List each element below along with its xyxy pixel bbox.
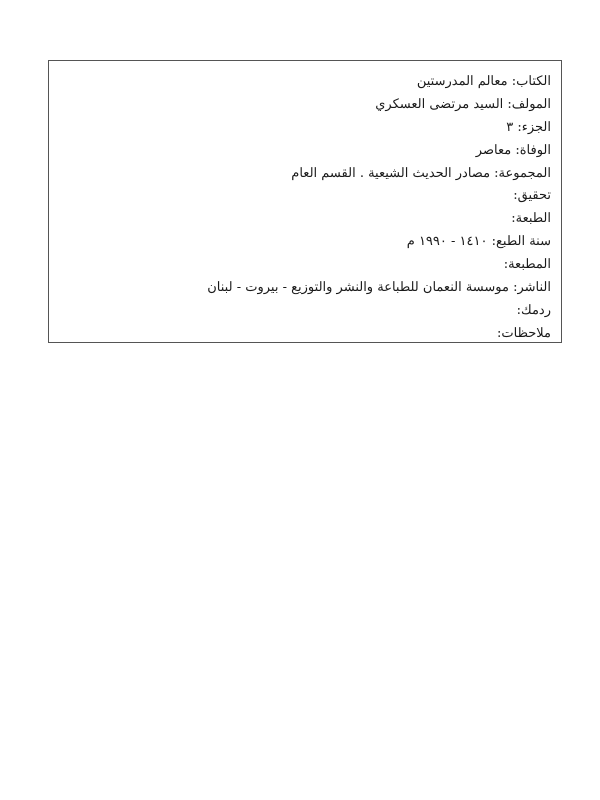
death-text: الوفاة: معاصر — [475, 142, 551, 158]
author-line — [59, 94, 551, 117]
edition-text: الطبعة: — [511, 211, 551, 227]
book-title-line — [59, 71, 551, 94]
isbn-text: ردمك: — [516, 302, 551, 318]
death-line — [59, 140, 551, 163]
editor-line — [59, 185, 551, 208]
book-info-card — [48, 60, 562, 343]
volume-line — [59, 117, 551, 140]
press-text: المطبعة: — [503, 257, 551, 273]
editor-text: تحقيق: — [513, 188, 551, 204]
author-text: المولف: السيد مرتضى العسكري — [375, 96, 551, 112]
collection-line — [59, 163, 551, 186]
book-info-lines — [59, 71, 551, 346]
isbn-line — [59, 300, 551, 323]
notes-line — [59, 323, 551, 346]
print-year-line — [59, 231, 551, 254]
volume-text: الجزء: ٣ — [506, 119, 551, 135]
publisher-text: الناشر: موسسة النعمان للطباعة والنشر والتوزيع - بيروت - لبنان — [207, 280, 551, 296]
notes-text: ملاحظات: — [497, 325, 551, 341]
book-title-text: الكتاب: معالم المدرستين — [416, 74, 551, 89]
edition-line — [59, 208, 551, 231]
publisher-line — [59, 277, 551, 300]
print-year-text: سنة الطبع: ١٤١٠ - ١٩٩٠ م — [406, 234, 551, 250]
press-line — [59, 254, 551, 277]
collection-text: المجموعة: مصادر الحديث الشيعية . القسم العام — [291, 165, 551, 181]
